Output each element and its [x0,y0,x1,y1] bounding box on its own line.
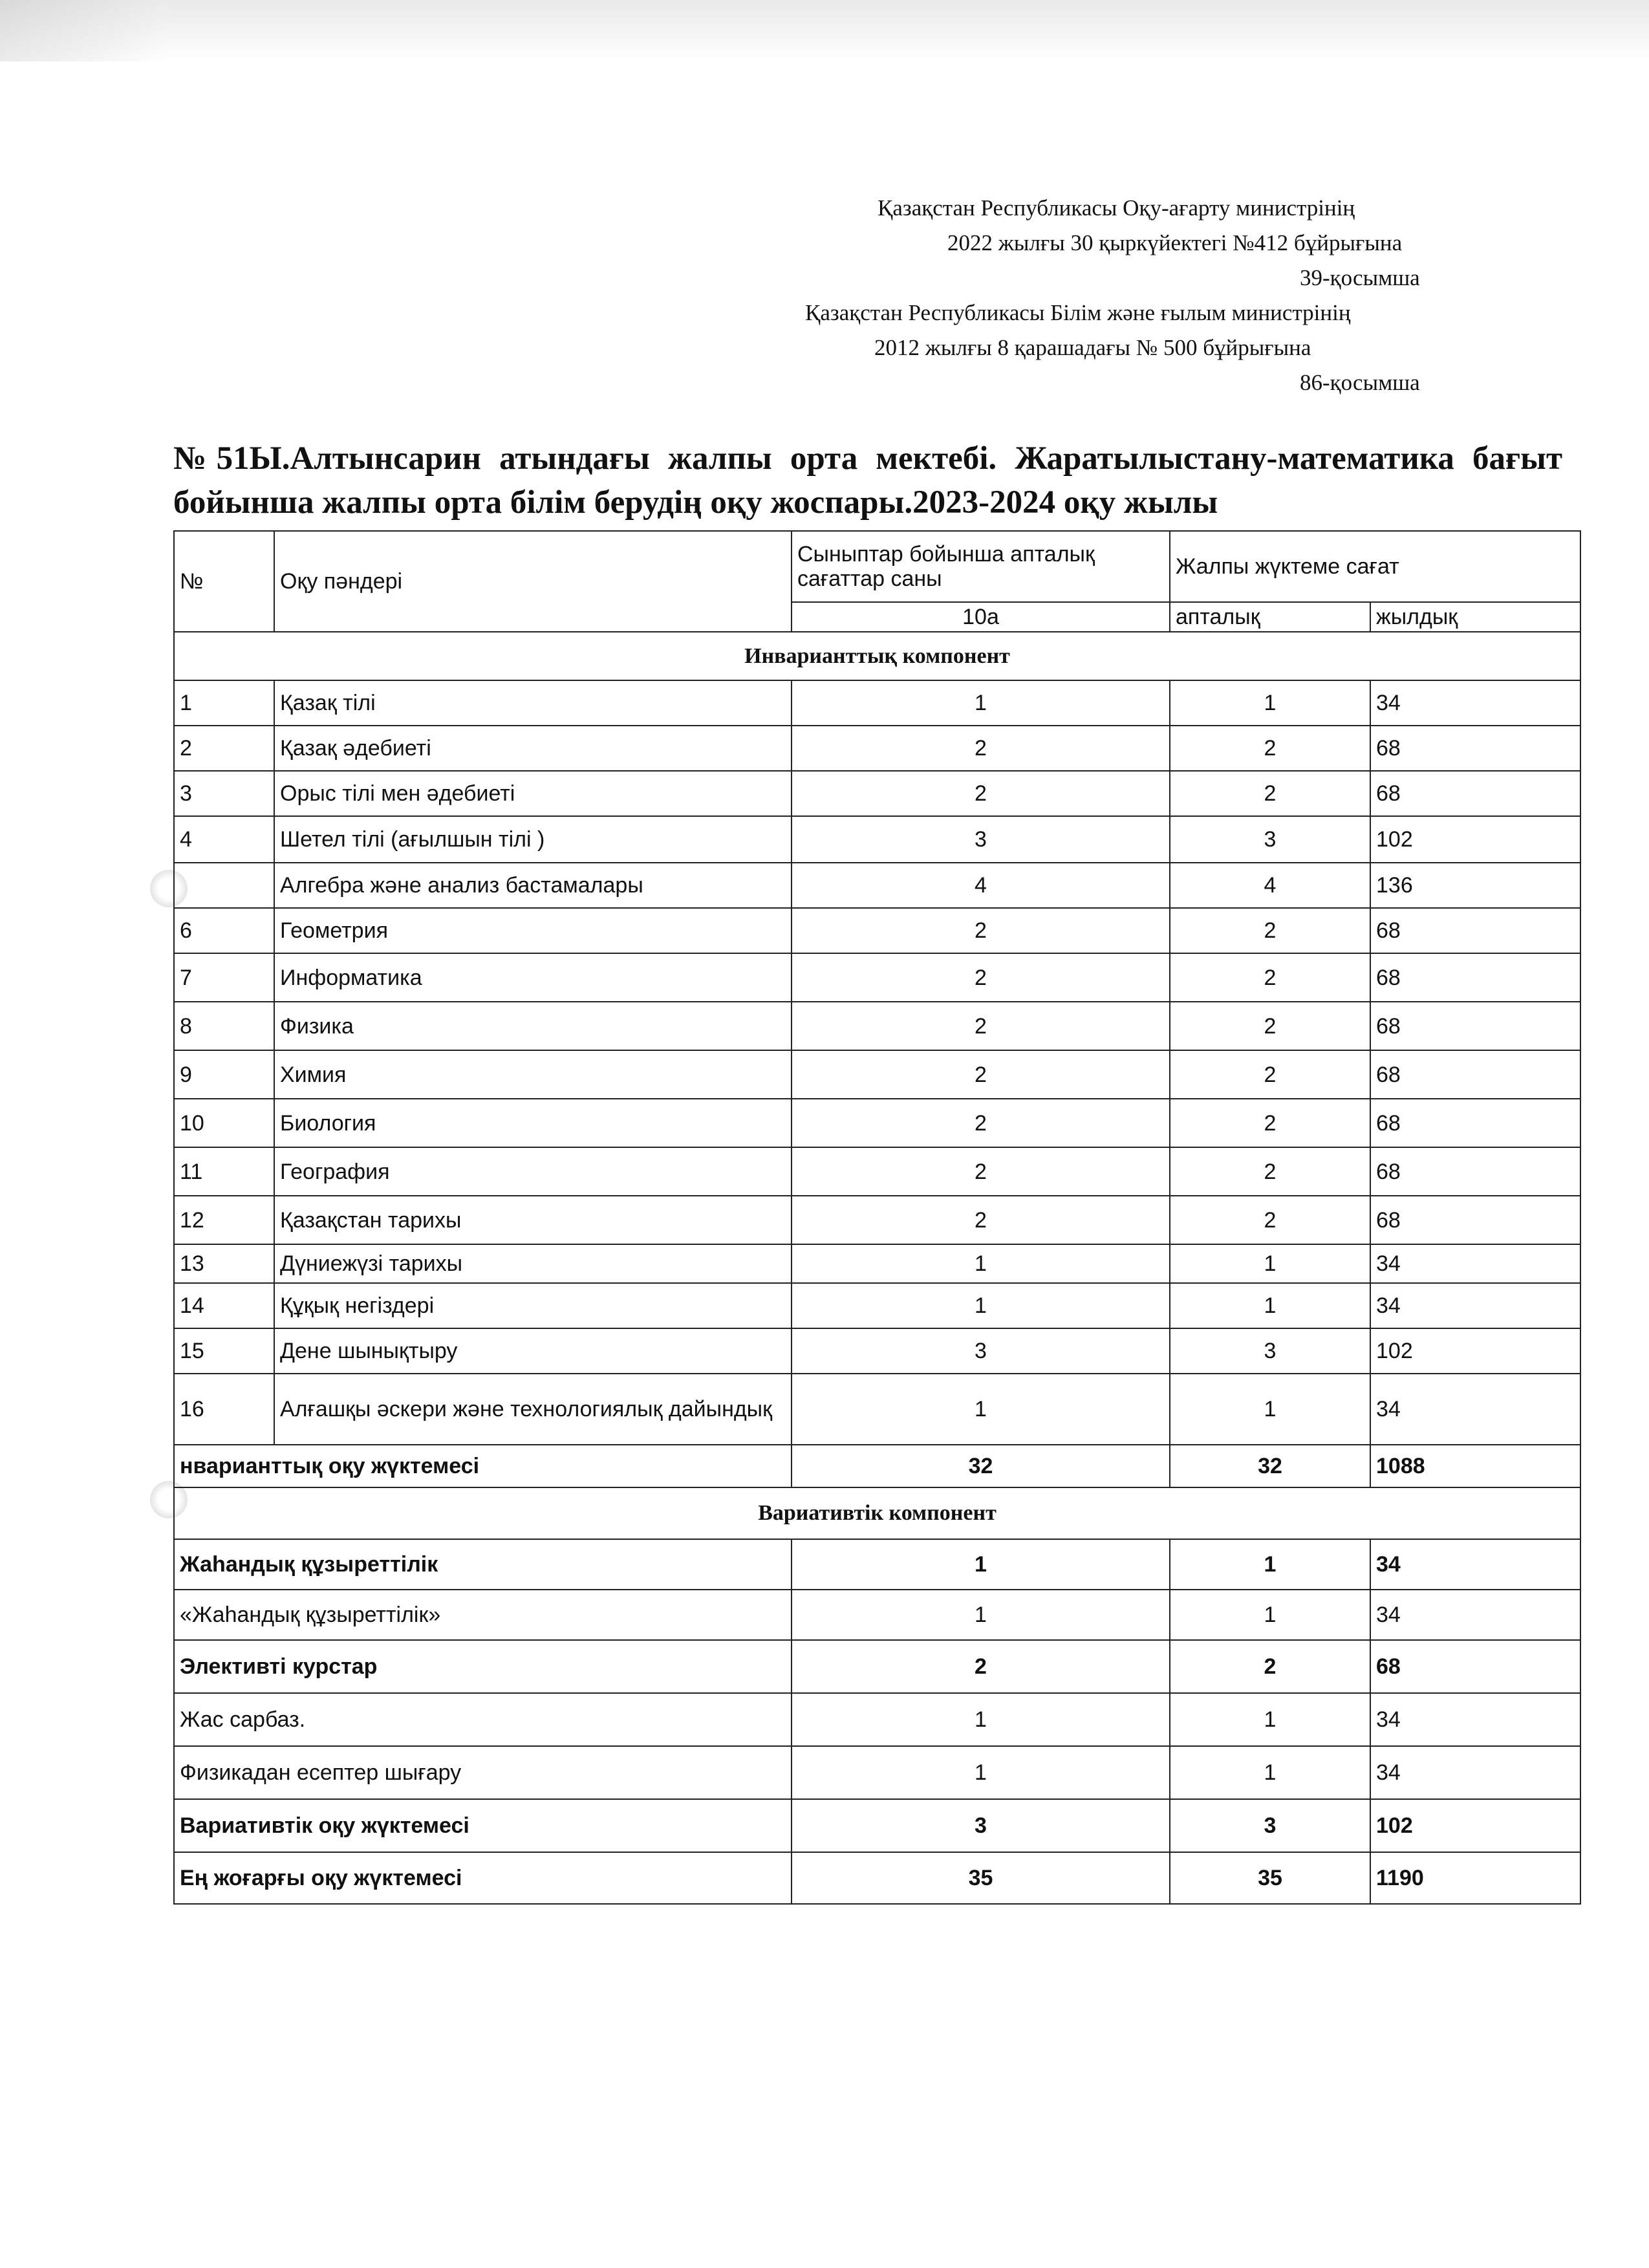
row-number: 1 [174,680,274,726]
yearly-hours: 34 [1370,680,1580,726]
header-subjects: Оқу пәндері [274,531,792,632]
subject-name: Биология [274,1099,792,1147]
weekly-hours: 2 [1170,726,1370,771]
subject-name: Шетел тілі (ағылшын тілі ) [274,816,792,863]
header-weekly-by-class: Сыныптар бойынша апталық сағаттар саны [792,531,1170,602]
row-number: 10 [174,1099,274,1147]
variative-weekly-hours: 1 [1170,1746,1370,1799]
header-line-4: Қазақстан Республикасы Білім және ғылым министрінің [805,300,1351,325]
class-hours: 2 [792,1196,1170,1244]
approval-header [805,191,1581,400]
variative-weekly-hours: 2 [1170,1640,1370,1693]
header-total-load: Жалпы жүктеме сағат [1170,531,1580,602]
subject-name: Химия [274,1050,792,1099]
variative-subject: Жас сарбаз. [174,1693,792,1746]
table-row [174,1283,1580,1328]
row-number: 4 [174,816,274,863]
header-line-2: 2022 жылғы 30 қыркүйектегі №412 бұйрығына [947,230,1403,255]
variative-subject: Ең жоғарғы оқу жүктемесі [174,1852,792,1904]
row-number: 14 [174,1283,274,1328]
invariant-total-yearly: 1088 [1370,1445,1580,1487]
yearly-hours: 102 [1370,816,1580,863]
yearly-hours: 68 [1370,771,1580,816]
header-weekly: апталық [1170,602,1370,632]
class-hours: 4 [792,863,1170,908]
variative-class-hours: 1 [792,1693,1170,1746]
row-number: 13 [174,1244,274,1283]
variative-class-hours: 35 [792,1852,1170,1904]
yearly-hours: 136 [1370,863,1580,908]
table-row [174,816,1580,863]
table-row [174,1147,1580,1196]
weekly-hours: 1 [1170,1374,1370,1445]
table-row [174,908,1580,953]
table-row [174,680,1580,726]
variative-subject: Элективті курстар [174,1640,792,1693]
subject-name: Құқық негіздері [274,1283,792,1328]
scan-shadow-top [0,0,1649,61]
weekly-hours: 1 [1170,1244,1370,1283]
invariant-total-row [174,1445,1580,1487]
row-number: 9 [174,1050,274,1099]
class-hours: 2 [792,1147,1170,1196]
yearly-hours: 68 [1370,1099,1580,1147]
subject-name: Физика [274,1002,792,1050]
variative-row [174,1539,1580,1590]
table-row [174,1244,1580,1283]
row-number: 11 [174,1147,274,1196]
yearly-hours: 68 [1370,1002,1580,1050]
invariant-title: Инварианттық компонент [174,632,1580,680]
table-row [174,1328,1580,1374]
header-line-3: 39-қосымша [1300,265,1420,290]
variative-yearly-hours: 1190 [1370,1852,1580,1904]
variative-subject: Жаһандық құзыреттілік [174,1539,792,1590]
weekly-hours: 3 [1170,1328,1370,1374]
scan-fold-corner [0,0,168,61]
yearly-hours: 102 [1370,1328,1580,1374]
class-hours: 2 [792,908,1170,953]
variative-yearly-hours: 34 [1370,1539,1580,1590]
table-row [174,863,1580,908]
variative-subject: «Жаһандық құзыреттілік» [174,1590,792,1640]
header-line-1: Қазақстан Республикасы Оқу-ағарту министрінің [878,195,1355,221]
table-row [174,1050,1580,1099]
variative-yearly-hours: 68 [1370,1640,1580,1693]
yearly-hours: 68 [1370,908,1580,953]
class-hours: 1 [792,1374,1170,1445]
variative-row [174,1640,1580,1693]
class-hours: 2 [792,1099,1170,1147]
weekly-hours: 2 [1170,1099,1370,1147]
variative-class-hours: 1 [792,1590,1170,1640]
subject-name: Дене шынықтыру [274,1328,792,1374]
weekly-hours: 1 [1170,680,1370,726]
table-row [174,953,1580,1002]
subject-name: Орыс тілі мен әдебиеті [274,771,792,816]
class-hours: 2 [792,726,1170,771]
weekly-hours: 2 [1170,1002,1370,1050]
document-title: №51Ы.Алтынсарин атындағы жалпы орта мектебі. Жаратылыстану-математика бағыт бойынша жалпы орта білім берудің оқу жоспары.2023-2024 оқу жылы [173,440,1562,521]
variative-weekly-hours: 3 [1170,1799,1370,1852]
weekly-hours: 2 [1170,771,1370,816]
variative-row [174,1799,1580,1852]
header-line-5: 2012 жылғы 8 қарашадағы № 500 бұйрығына [874,335,1311,360]
row-number: 12 [174,1196,274,1244]
row-number [174,863,274,908]
table-row [174,1196,1580,1244]
row-number: 6 [174,908,274,953]
weekly-hours: 3 [1170,816,1370,863]
table-row [174,1002,1580,1050]
invariant-total-class: 32 [792,1445,1170,1487]
variative-yearly-hours: 34 [1370,1590,1580,1640]
class-hours: 2 [792,1050,1170,1099]
class-hours: 1 [792,1283,1170,1328]
yearly-hours: 68 [1370,1050,1580,1099]
variative-class-hours: 1 [792,1539,1170,1590]
subject-name: Қазақ әдебиеті [274,726,792,771]
subject-name: Алгебра және анализ бастамалары [274,863,792,908]
variative-subject: Физикадан есептер шығару [174,1746,792,1799]
yearly-hours: 68 [1370,1147,1580,1196]
header-line-6: 86-қосымша [1300,370,1420,395]
class-hours: 3 [792,1328,1170,1374]
header-class: 10а [792,602,1170,632]
class-hours: 2 [792,771,1170,816]
row-number: 15 [174,1328,274,1374]
variative-class-hours: 3 [792,1799,1170,1852]
class-hours: 2 [792,953,1170,1002]
section-row-variative [174,1487,1580,1539]
variative-weekly-hours: 1 [1170,1539,1370,1590]
variative-class-hours: 2 [792,1640,1170,1693]
variative-yearly-hours: 34 [1370,1693,1580,1746]
table-header-row [174,531,1580,602]
subject-name: Дүниежүзі тарихы [274,1244,792,1283]
variative-weekly-hours: 1 [1170,1693,1370,1746]
variative-weekly-hours: 35 [1170,1852,1370,1904]
yearly-hours: 68 [1370,953,1580,1002]
row-number: 8 [174,1002,274,1050]
variative-class-hours: 1 [792,1746,1170,1799]
weekly-hours: 2 [1170,953,1370,1002]
subject-name: Қазақ тілі [274,680,792,726]
weekly-hours: 2 [1170,1050,1370,1099]
table-row [174,1374,1580,1445]
weekly-hours: 2 [1170,908,1370,953]
variative-title: Вариативтік компонент [174,1487,1580,1539]
yearly-hours: 34 [1370,1374,1580,1445]
weekly-hours: 2 [1170,1147,1370,1196]
class-hours: 1 [792,1244,1170,1283]
variative-row [174,1852,1580,1904]
subject-name: Алғашқы әскери және технологиялық дайындық [274,1374,792,1445]
weekly-hours: 4 [1170,863,1370,908]
variative-weekly-hours: 1 [1170,1590,1370,1640]
variative-row [174,1746,1580,1799]
yearly-hours: 34 [1370,1283,1580,1328]
table-row [174,1099,1580,1147]
class-hours: 2 [792,1002,1170,1050]
invariant-total-label: нварианттық оқу жүктемесі [174,1445,792,1487]
variative-row [174,1693,1580,1746]
row-number: 3 [174,771,274,816]
subject-name: Информатика [274,953,792,1002]
subject-name: Геометрия [274,908,792,953]
yearly-hours: 68 [1370,726,1580,771]
yearly-hours: 68 [1370,1196,1580,1244]
weekly-hours: 1 [1170,1283,1370,1328]
subject-name: Қазақстан тарихы [274,1196,792,1244]
header-yearly: жылдық [1370,602,1580,632]
class-hours: 1 [792,680,1170,726]
header-number: № [174,531,274,632]
weekly-hours: 2 [1170,1196,1370,1244]
section-row-invariant [174,632,1580,680]
class-hours: 3 [792,816,1170,863]
row-number: 2 [174,726,274,771]
table-row [174,771,1580,816]
row-number: 7 [174,953,274,1002]
variative-yearly-hours: 102 [1370,1799,1580,1852]
curriculum-table [173,530,1581,1905]
yearly-hours: 34 [1370,1244,1580,1283]
variative-subject: Вариативтік оқу жүктемесі [174,1799,792,1852]
variative-row [174,1590,1580,1640]
invariant-total-weekly: 32 [1170,1445,1370,1487]
subject-name: География [274,1147,792,1196]
table-row [174,726,1580,771]
row-number: 16 [174,1374,274,1445]
variative-yearly-hours: 34 [1370,1746,1580,1799]
